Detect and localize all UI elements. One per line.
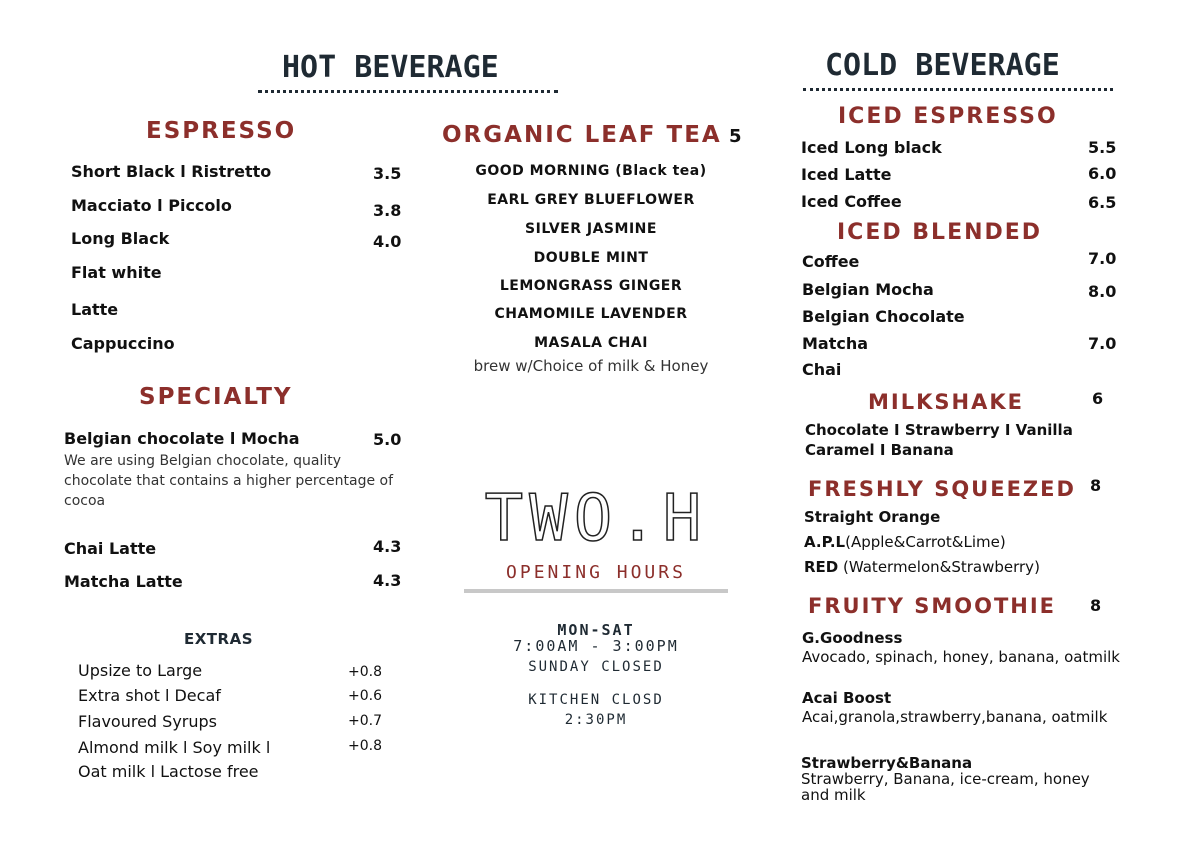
tea-item: DOUBLE MINT (533, 250, 649, 266)
hot-title-underline (258, 90, 558, 93)
cold-title-underline (803, 88, 1113, 91)
extra-item-price: +0.8 (348, 664, 382, 680)
espresso-heading: ESPRESSO (146, 118, 297, 144)
iced-blended-item-price: 7.0 (1088, 249, 1117, 268)
iced-espresso-item-price: 6.5 (1088, 193, 1117, 212)
espresso-item-name: Latte (71, 300, 119, 319)
extra-item-price: +0.7 (348, 713, 382, 729)
iced-espresso-item-price: 5.5 (1088, 138, 1117, 157)
espresso-item-price: 4.0 (373, 232, 402, 251)
leaf-tea-price: 5 (729, 126, 742, 147)
iced-espresso-item-name: Iced Long black (801, 138, 942, 157)
iced-blended-item-name: Belgian Mocha (802, 280, 934, 299)
specialty-item-price: 5.0 (373, 430, 402, 449)
opening-hours-heading: OPENING HOURS (506, 562, 686, 583)
tea-item: CHAMOMILE LAVENDER (494, 306, 688, 322)
extra-item-price: +0.6 (348, 688, 382, 704)
tea-item: GOOD MORNING (Black tea) (475, 163, 707, 179)
opening-time: 7:00AM - 3:00PM (513, 637, 679, 655)
espresso-item-price: 3.8 (373, 201, 402, 220)
espresso-item-name: Cappuccino (71, 334, 175, 353)
squeezed-item (804, 532, 1006, 551)
iced-espresso-item-name: Iced Latte (801, 165, 892, 184)
iced-blended-item-name: Coffee (802, 252, 860, 271)
espresso-item-name: Long Black (71, 229, 170, 248)
specialty-item-name: Matcha Latte (64, 572, 183, 591)
smoothie-item-name: G.Goodness (802, 629, 903, 647)
squeezed-item-name: Straight Orange (804, 508, 941, 526)
iced-blended-item-name: Chai (802, 360, 842, 379)
squeezed-item (804, 507, 940, 526)
tea-item: EARL GREY BLUEFLOWER (487, 192, 695, 208)
fruity-smoothie-price: 8 (1090, 596, 1102, 615)
freshly-squeezed-price: 8 (1090, 476, 1102, 495)
extra-item-name: Almond milk l Soy milk l (78, 738, 271, 757)
iced-blended-item-price: 8.0 (1088, 282, 1117, 301)
specialty-item-name: Chai Latte (64, 539, 157, 558)
kitchen-closed-time: 2:30PM (564, 712, 628, 728)
squeezed-item-detail: (Apple&Carrot&Lime) (845, 533, 1006, 551)
smoothie-item-description: Acai,granola,strawberry,banana, oatmilk (802, 708, 1108, 726)
milkshake-flavours-line: Caramel I Banana (805, 441, 954, 459)
specialty-item-description: We are using Belgian chocolate, quality chocolate that contains a higher percentage of cocoa (64, 453, 394, 509)
squeezed-item-name: RED (804, 558, 839, 576)
tea-item: MASALA CHAI (534, 335, 648, 351)
extra-item-name: Oat milk l Lactose free (78, 762, 259, 781)
smoothie-item-name: Strawberry&Banana (801, 754, 973, 772)
cold-beverage-title: COLD BEVERAGE (825, 48, 1060, 83)
specialty-item-price: 4.3 (373, 571, 402, 590)
tea-item: LEMONGRASS GINGER (499, 278, 683, 294)
smoothie-item-name: Acai Boost (802, 689, 892, 707)
espresso-item-name: Short Black l Ristretto (71, 162, 272, 181)
extra-item-price: +0.8 (348, 738, 382, 754)
smoothie-item-description: Avocado, spinach, honey, banana, oatmilk (802, 648, 1120, 666)
extra-item-name: Flavoured Syrups (78, 712, 217, 731)
espresso-item-price: 3.5 (373, 164, 402, 183)
milkshake-flavours-line: Chocolate I Strawberry I Vanilla (805, 421, 1073, 439)
iced-blended-heading: ICED BLENDED (837, 220, 1043, 245)
fruity-smoothie-heading: FRUITY SMOOTHIE (808, 594, 1057, 618)
hot-beverage-title: HOT BEVERAGE (282, 50, 499, 85)
iced-espresso-item-price: 6.0 (1088, 164, 1117, 183)
sunday-closed: SUNDAY CLOSED (528, 659, 664, 675)
extra-item-name: Upsize to Large (78, 661, 203, 680)
specialty-item-price: 4.3 (373, 537, 402, 556)
hours-divider (464, 589, 728, 593)
squeezed-item-detail: (Watermelon&Strawberry) (838, 558, 1040, 576)
espresso-item-name: Macciato l Piccolo (71, 196, 232, 215)
iced-blended-item-price: 7.0 (1088, 334, 1117, 353)
smoothie-item-description: Strawberry, Banana, ice-cream, honey and milk (801, 770, 1090, 804)
tea-note: brew w/Choice of milk & Honey (473, 357, 709, 375)
squeezed-item (804, 557, 1040, 576)
extras-heading: EXTRAS (184, 630, 254, 648)
milkshake-price: 6 (1092, 389, 1104, 408)
leaf-tea-heading: ORGANIC LEAF TEA (442, 122, 722, 148)
iced-blended-item-name: Matcha (802, 334, 869, 353)
iced-blended-item-name: Belgian Chocolate (802, 307, 965, 326)
opening-days: MON-SAT (557, 621, 635, 639)
squeezed-item-name: A.P.L (804, 533, 846, 551)
freshly-squeezed-heading: FRESHLY SQUEEZED (808, 477, 1076, 501)
milkshake-heading: MILKSHAKE (868, 390, 1024, 414)
extra-item-name: Extra shot l Decaf (78, 686, 221, 705)
specialty-item-name: Belgian chocolate l Mocha (64, 429, 300, 448)
iced-espresso-heading: ICED ESPRESSO (838, 104, 1058, 129)
tea-item: SILVER JASMINE (525, 221, 657, 237)
two-h-logo: TWO.H (484, 482, 708, 556)
specialty-heading: SPECIALTY (139, 384, 293, 410)
kitchen-closed: KITCHEN CLOSD (528, 692, 664, 708)
iced-espresso-item-name: Iced Coffee (801, 192, 902, 211)
espresso-item-name: Flat white (71, 263, 162, 282)
